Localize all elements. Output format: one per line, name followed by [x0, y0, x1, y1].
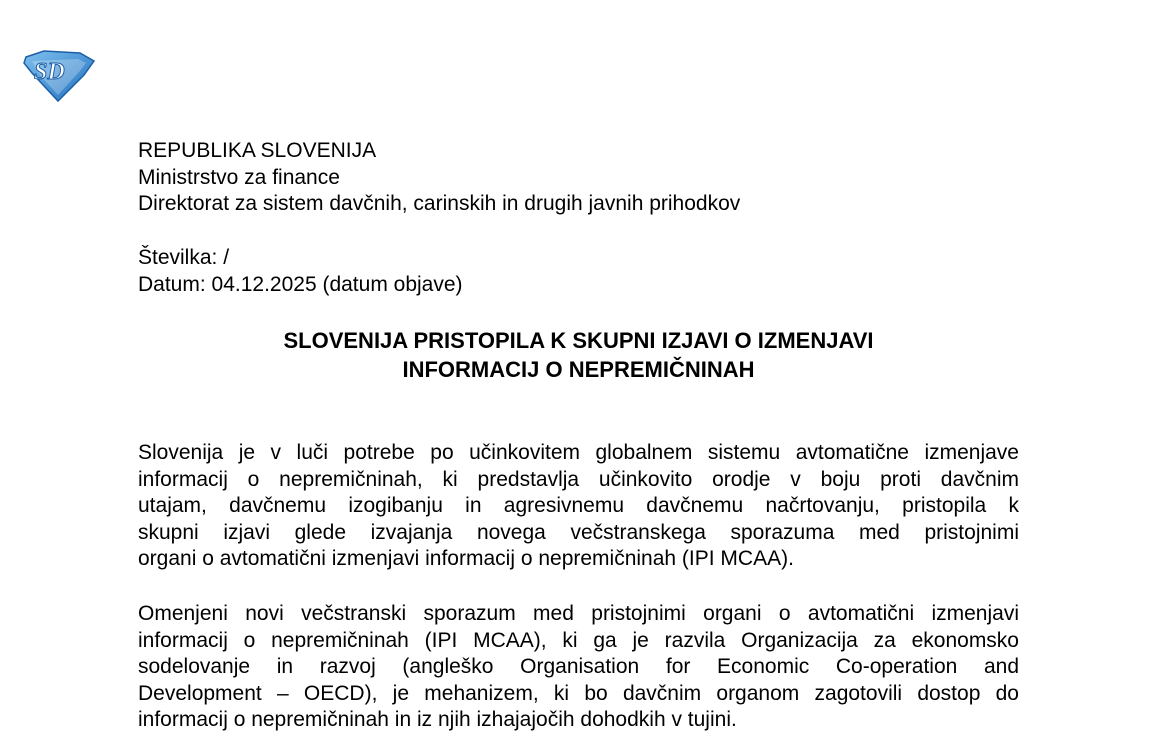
header-ministry: Ministrstvo za finance: [138, 165, 340, 189]
ministry-header: [138, 138, 740, 218]
svg-text:SD: SD: [34, 59, 65, 85]
paragraph-line: informacij o nepremičninah, ki predstavlja učinkovito orodje v boju proti davčnim: [138, 467, 1019, 491]
header-directorate: Direktorat za sistem davčnih, carinskih in drugih javnih prihodkov: [138, 192, 741, 215]
body-paragraph-2: [138, 601, 1019, 734]
document-meta: [138, 245, 463, 298]
title-line: SLOVENIJA PRISTOPILA K SKUPNI IZJAVI O IZMENJAVI: [283, 328, 874, 353]
paragraph-line: Development – OECD), je mehanizem, ki bo davčnim organom zagotovili dostop do: [138, 681, 1019, 705]
paragraph-line: informacij o nepremičninah in iz njih izhajajočih dohodkih v tujini.: [138, 708, 737, 732]
paragraph-line: Slovenija je v luči potrebe po učinkovitem globalnem sistemu avtomatične izmenjave: [138, 441, 1019, 464]
header-country: REPUBLIKA SLOVENIJA: [138, 139, 377, 162]
document-date: Datum: 04.12.2025 (datum objave): [138, 272, 463, 296]
document-number: Številka: /: [138, 246, 230, 269]
ministry-logo-icon: [22, 49, 96, 103]
document-title: [138, 326, 1019, 384]
paragraph-line: sodelovanje in razvoj (angleško Organisation for Economic Co-operation and: [138, 655, 1019, 679]
paragraph-line: informacij o nepremičninah (IPI MCAA), ki ga je razvila Organizacija za ekonomsko: [138, 628, 1019, 652]
paragraph-line: utajam, davčnemu izogibanju in agresivnemu davčnemu načrtovanju, pristopila k: [138, 494, 1019, 518]
paragraph-line: Omenjeni novi večstranski sporazum med pristojnimi organi o avtomatični izmenjavi: [138, 602, 1019, 625]
paragraph-line: organi o avtomatični izmenjavi informacij o nepremičninah (IPI MCAA).: [138, 547, 794, 571]
title-line: INFORMACIJ O NEPREMIČNINAH: [402, 357, 755, 382]
paragraph-line: skupni izjavi glede izvajanja novega večstranskega sporazuma med pristojnimi: [138, 520, 1019, 544]
body-paragraph-1: [138, 440, 1019, 573]
